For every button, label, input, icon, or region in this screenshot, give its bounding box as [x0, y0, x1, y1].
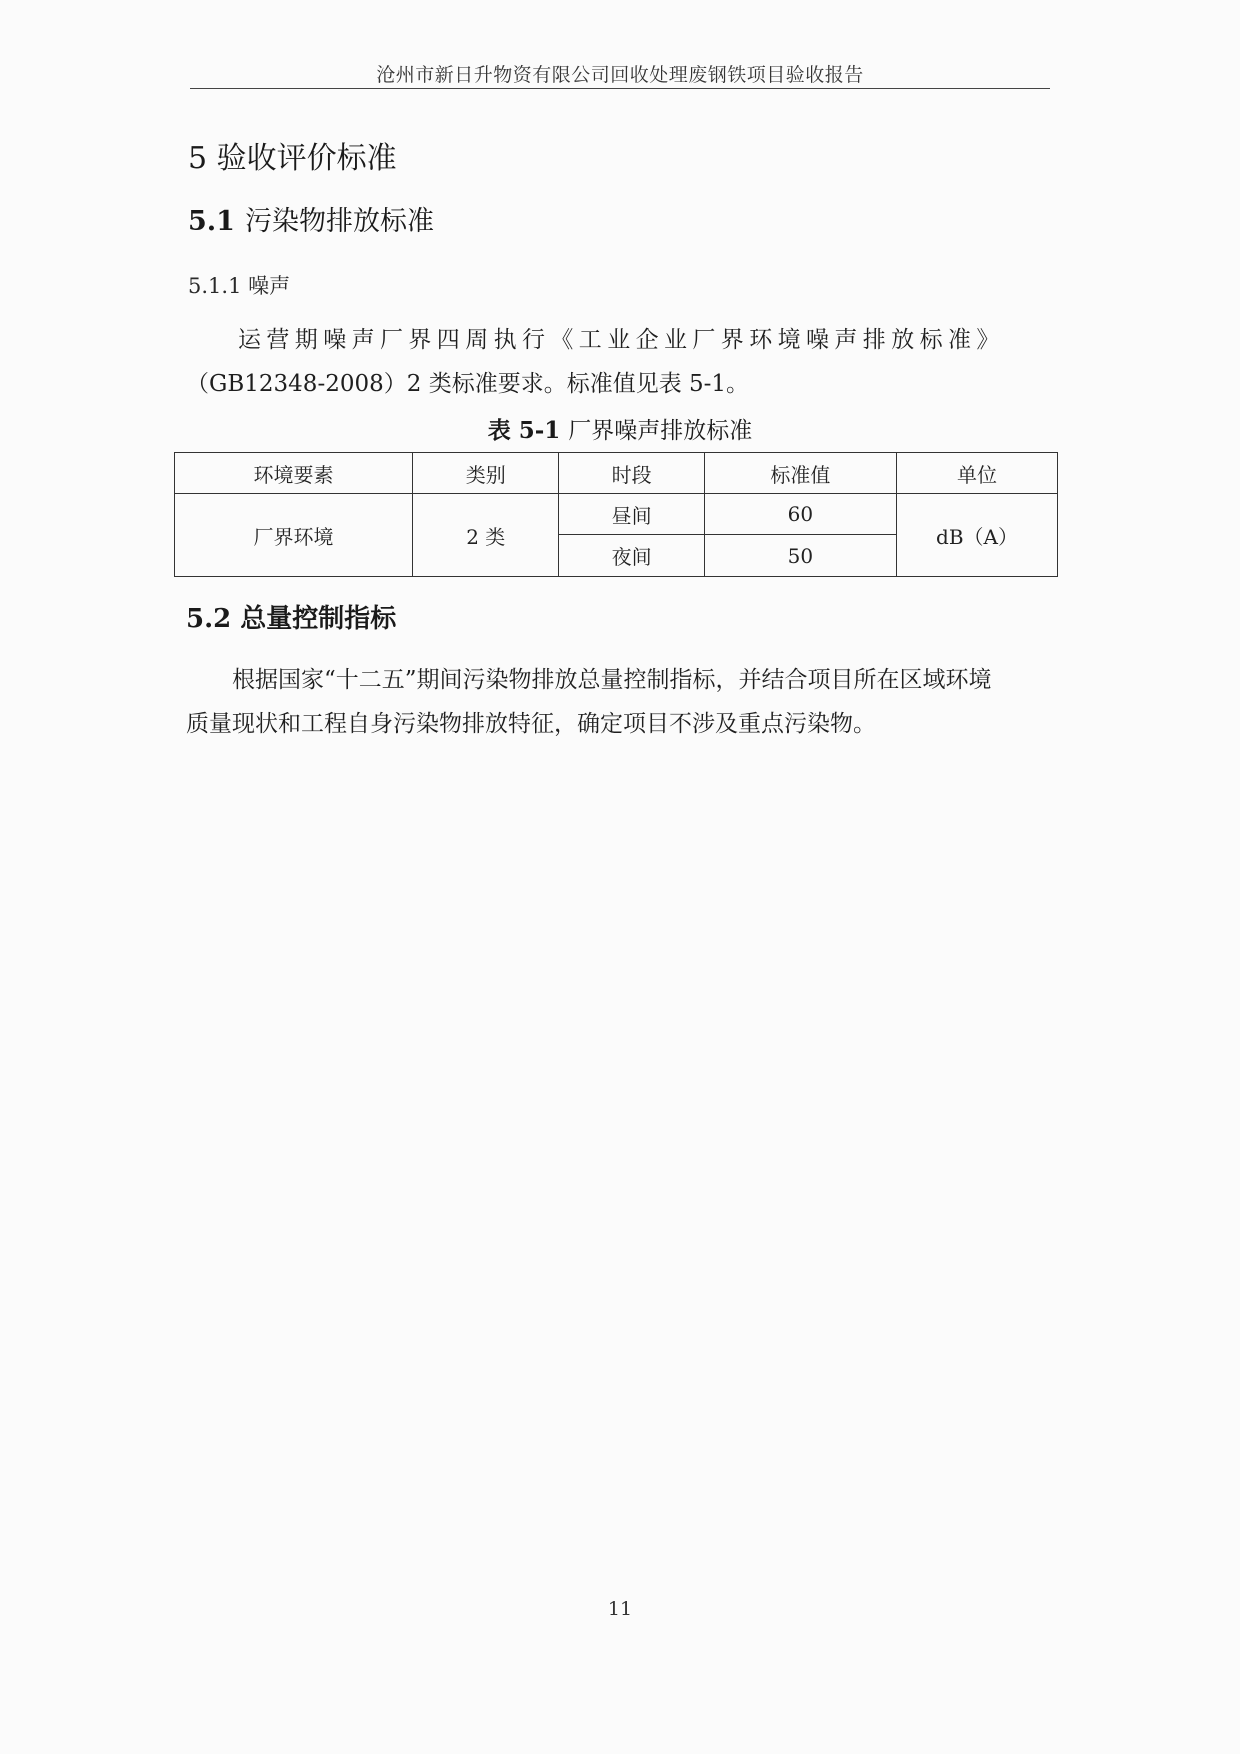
- value-cell: 60: [704, 494, 896, 535]
- table-header-row: [175, 453, 1058, 494]
- table-header-cell: 类别: [413, 453, 559, 494]
- value-cell: 50: [704, 535, 896, 577]
- noise-paragraph-line-2: （GB12348-2008）2 类标准要求。标准值见表 5-1。: [186, 371, 750, 397]
- total-control-paragraph: [186, 658, 1046, 746]
- header-rule: [190, 88, 1050, 89]
- table-header-cell: 环境要素: [175, 453, 413, 494]
- table-caption: [0, 412, 1240, 445]
- section-5-1-number: 5.1: [188, 206, 235, 237]
- table-header-cell: 单位: [897, 453, 1058, 494]
- table-caption-title: 厂界噪声排放标准: [568, 418, 753, 444]
- table-caption-number: 表 5-1: [487, 417, 561, 444]
- element-cell: 厂界环境: [175, 494, 413, 577]
- table-header-cell: 标准值: [704, 453, 896, 494]
- period-cell: 夜间: [559, 535, 704, 577]
- category-cell: 2 类: [413, 494, 559, 577]
- table-row: [175, 494, 1058, 535]
- noise-standard-table: [174, 452, 1058, 577]
- noise-paragraph-line-1: 运营期噪声厂界四周执行《工业企业厂界环境噪声排放标准》: [238, 327, 1005, 353]
- page-number: 11: [607, 1598, 633, 1620]
- table-header-cell: 时段: [559, 453, 704, 494]
- period-cell: 昼间: [559, 494, 704, 535]
- section-5-heading: 5 验收评价标准: [188, 141, 397, 176]
- section-5-1-title: 污染物排放标准: [244, 206, 434, 237]
- running-header: 沧州市新日升物资有限公司回收处理废钢铁项目验收报告: [376, 64, 864, 86]
- total-control-line-1: 根据国家“十二五”期间污染物排放总量控制指标，并结合项目所在区域环境: [232, 667, 992, 693]
- total-control-line-2: 质量现状和工程自身污染物排放特征，确定项目不涉及重点污染物。: [186, 711, 876, 737]
- unit-cell: dB（A）: [897, 494, 1058, 577]
- section-5-1-heading: [188, 199, 434, 238]
- section-5-1-1-heading: 5.1.1 噪声: [188, 274, 291, 298]
- section-5-2-heading: 5.2 总量控制指标: [186, 604, 397, 634]
- noise-paragraph: [186, 318, 1046, 406]
